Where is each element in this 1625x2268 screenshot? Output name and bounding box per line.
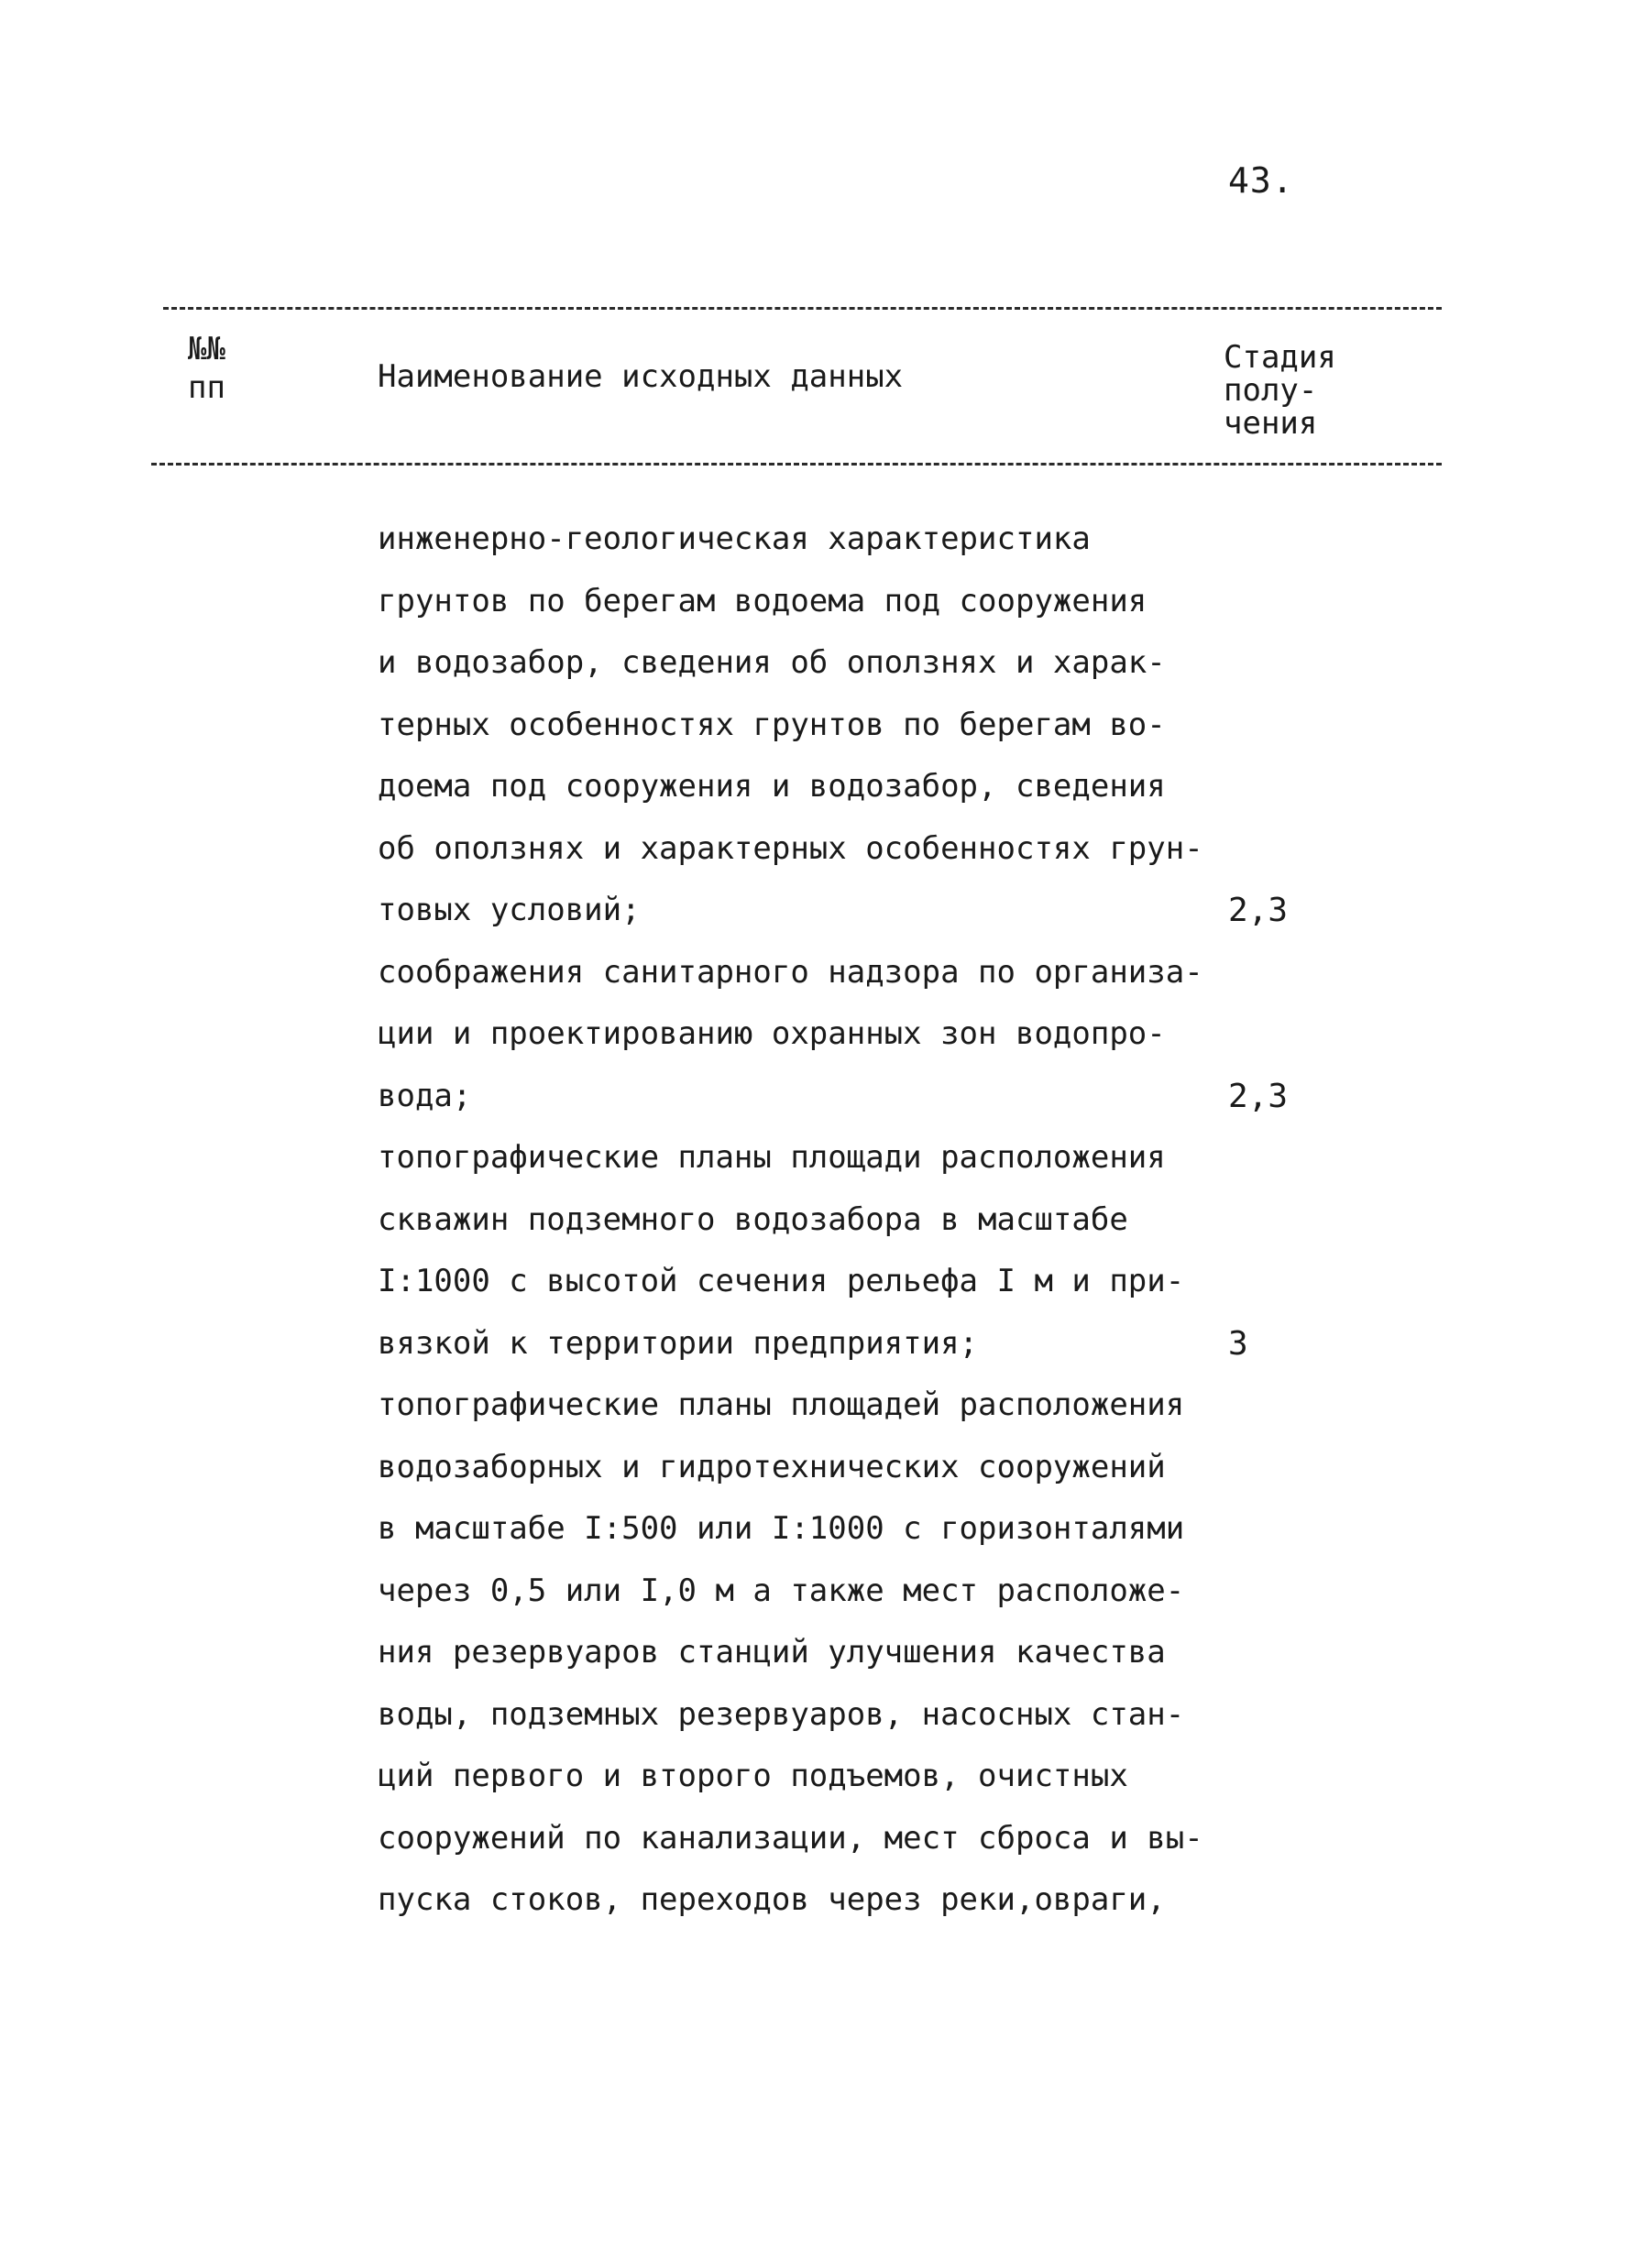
- line-text: ций первого и второго подъемов, очистных: [378, 1758, 1128, 1794]
- header-stage-line: Стадия: [1224, 339, 1336, 376]
- table-line: [378, 1375, 1432, 1437]
- line-stage: 2,3: [1228, 892, 1289, 929]
- line-text: соображения санитарного надзора по организа-: [378, 953, 1203, 991]
- table-top-rule: [163, 307, 1442, 310]
- header-number-column: [188, 330, 252, 407]
- table-line: [378, 1746, 1432, 1808]
- line-text: топографические планы площадей расположения: [378, 1386, 1185, 1423]
- page-number: 43.: [1228, 160, 1294, 201]
- line-text: вода;: [378, 1077, 472, 1114]
- line-stage: 2,3: [1228, 1077, 1289, 1115]
- table-line: [378, 1189, 1432, 1252]
- table-line: [378, 942, 1432, 1004]
- line-text: инженерно-геологическая характеристика: [378, 520, 1091, 557]
- table-line: [378, 1003, 1432, 1066]
- line-text: об оползнях и характерных особенностях грун-: [378, 829, 1203, 867]
- header-number-line: №№: [188, 331, 225, 367]
- table-line: [378, 1313, 1432, 1375]
- line-text: и водозабор, сведения об оползнях и харак-: [378, 644, 1166, 681]
- table-line: [378, 632, 1432, 695]
- table-line: [378, 1622, 1432, 1684]
- line-text: I:1000 с высотой сечения рельефа I м и при-: [378, 1263, 1185, 1299]
- header-name-column: Наименование исходных данных: [378, 358, 904, 395]
- table-line: [378, 1561, 1432, 1623]
- line-text: доема под сооружения и водозабор, сведения: [378, 768, 1166, 805]
- line-text: вязкой к территории предприятия;: [378, 1324, 979, 1362]
- line-text: через 0,5 или I,0 м а также мест расположе-: [378, 1572, 1185, 1609]
- table-line: [378, 818, 1432, 881]
- table-line: [378, 571, 1432, 633]
- table-line: [378, 756, 1432, 818]
- table-line: [378, 1251, 1432, 1313]
- line-text: товых условий;: [378, 892, 641, 928]
- line-text: грунтов по берегам водоема под сооружения: [378, 582, 1147, 619]
- line-text: водозаборных и гидротехнических сооружений: [378, 1448, 1166, 1485]
- line-text: скважин подземного водозабора в масштабе: [378, 1200, 1128, 1238]
- table-line: [378, 1437, 1432, 1499]
- table-line: [378, 509, 1432, 571]
- table-line: [378, 1127, 1432, 1189]
- header-stage-line: чения: [1224, 405, 1318, 442]
- table-line: [378, 1498, 1432, 1561]
- line-text: ния резервуаров станций улучшения качества: [378, 1634, 1166, 1671]
- table-line: [378, 880, 1432, 942]
- table-line: [378, 1869, 1432, 1932]
- line-text: сооружений по канализации, мест сброса и вы-: [378, 1819, 1203, 1857]
- header-stage-line: полу-: [1224, 372, 1318, 409]
- header-number-line: пп: [188, 369, 225, 406]
- table-header-rule: [151, 463, 1442, 466]
- header-stage-column: [1224, 341, 1407, 440]
- line-stage: 3: [1228, 1324, 1248, 1363]
- line-text: в масштабе I:500 или I:1000 с горизонталями: [378, 1510, 1185, 1547]
- line-text: воды, подземных резервуаров, насосных стан-: [378, 1695, 1185, 1733]
- line-text: топографические планы площади расположения: [378, 1139, 1166, 1176]
- table-line: [378, 1808, 1432, 1870]
- line-text: терных особенностях грунтов по берегам во-: [378, 706, 1166, 743]
- line-text: пуска стоков, переходов через реки,овраги,: [378, 1881, 1166, 1918]
- table-line: [378, 1066, 1432, 1128]
- table-line: [378, 1684, 1432, 1747]
- line-text: ции и проектированию охранных зон водопро-: [378, 1015, 1166, 1052]
- table-body: [378, 509, 1432, 1932]
- table-line: [378, 695, 1432, 757]
